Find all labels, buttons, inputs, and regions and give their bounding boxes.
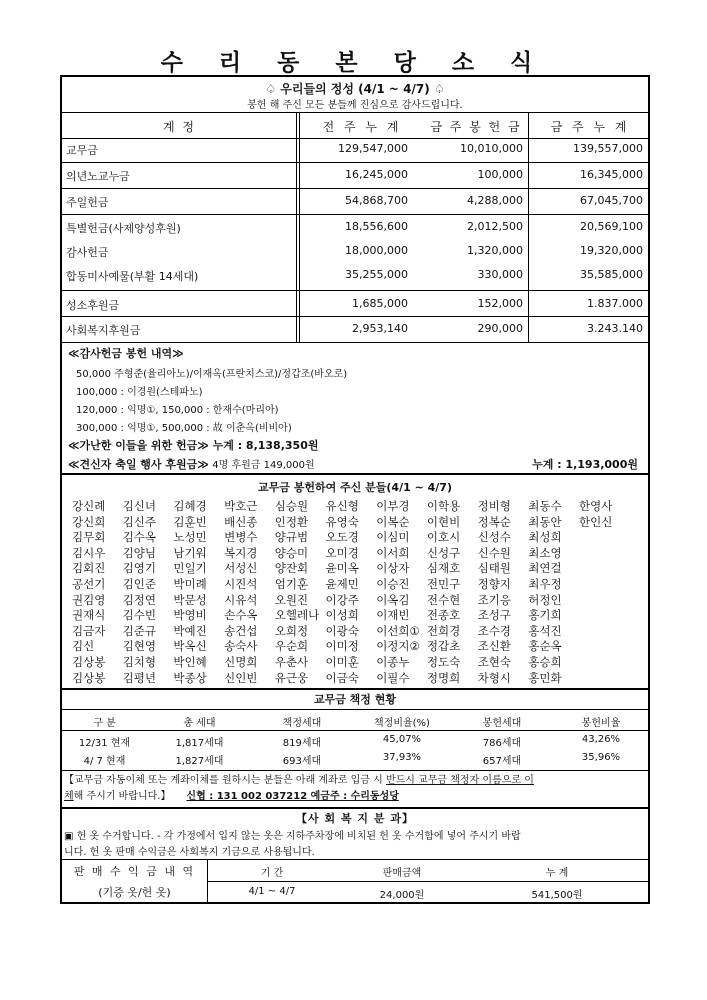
donor-name: 박종상 (173, 670, 207, 685)
offering-heading: ♤ 우리들의 정성 (4/1 ~ 4/7) ♤ (265, 82, 445, 96)
donor-name: 김신 (72, 639, 95, 654)
donor-name: 김준규 (122, 623, 157, 638)
offering-total: 139,557,000 (573, 142, 643, 155)
donor-name: 한영사 (579, 499, 613, 513)
donor-name: 이승진 (376, 577, 410, 591)
offering-label: 성소후원금 (66, 299, 120, 312)
sales-col-amount: 판매금액 (382, 868, 422, 879)
donor-name: 정향지 (477, 577, 511, 591)
thanks-line: 100,000 : 이경원(스테파노) (76, 387, 203, 398)
offering-week: 10,010,000 (460, 142, 523, 155)
donor-name: 서성신 (224, 561, 258, 576)
offering-prev: 2,953,140 (352, 322, 408, 335)
donor-name: 김영기 (122, 561, 157, 576)
donor-name: 이광숙 (325, 623, 359, 638)
offering-week: 1,320,000 (467, 244, 523, 257)
donor-name: 이금숙 (325, 670, 359, 685)
donor-name: 이상자 (376, 561, 410, 576)
offering-label: 감사헌금 (66, 246, 109, 259)
donor-name: 조수경 (477, 623, 511, 638)
donor-name: 박옥신 (173, 639, 207, 654)
donor-name: 전수현 (426, 592, 461, 607)
col-header-account: 계 정 (163, 120, 196, 134)
donor-name: 정갑초 (426, 639, 461, 654)
donor-name: 조기응 (477, 592, 511, 607)
stats-heading: 교무금 책정 현황 (313, 693, 397, 706)
offering-prev: 18,000,000 (345, 244, 408, 257)
donor-name: 조현숙 (477, 655, 511, 669)
offering-label: 특별헌금(사제양성후원) (66, 222, 181, 235)
donor-name: 박문성 (173, 592, 207, 607)
stats-cell: 693세대 (282, 756, 322, 767)
donor-name: 양승미 (274, 545, 309, 560)
donor-name: 홍승희 (528, 655, 562, 669)
welfare-text: ▣ 헌 옷 수거합니다. - 각 가정에서 입지 않는 옷은 지하주차장에 비치된 헌 옷 수거함에 넣어 주시기 바랍 (64, 831, 521, 842)
donor-name: 최연걸 (528, 561, 562, 576)
donor-name: 권재식 (72, 608, 106, 623)
donor-name: 최동수 (528, 499, 562, 513)
donor-name: 한인신 (579, 514, 613, 529)
donor-name: 복지경 (224, 545, 258, 560)
offering-week: 4,288,000 (467, 194, 523, 207)
donor-name: 변병수 (224, 530, 258, 545)
poor-offering: ≪가난한 이들을 위한 헌금≫ 누계 : 8,138,350원 (68, 439, 319, 452)
donor-name: 이심미 (376, 530, 410, 545)
donor-name: 남기워 (173, 545, 207, 560)
donor-name: 최소영 (528, 545, 562, 560)
donor-name: 이선희① (376, 623, 420, 638)
donor-name: 최우정 (528, 577, 562, 591)
offering-week: 152,000 (477, 297, 523, 310)
row-divider (62, 214, 648, 215)
donor-name: 홍순옥 (528, 639, 562, 654)
donor-name: 박예진 (173, 623, 207, 638)
donor-name: 김평년 (122, 670, 157, 685)
donor-name: 이현비 (426, 514, 461, 529)
offering-week: 100,000 (477, 168, 523, 181)
donor-name: 시유석 (224, 592, 258, 607)
stats-col-header: 책정세대 (282, 718, 322, 729)
donor-name: 김인준 (122, 577, 157, 591)
donor-name: 이재빈 (376, 608, 410, 623)
bank-account: 신협 : 131 002 037212 예금주 : 수리동성당 (186, 791, 399, 802)
row-divider (62, 162, 648, 163)
donor-name: 박호근 (224, 499, 258, 513)
stats-cell: 786세대 (482, 738, 522, 749)
offering-label: 주일헌금 (66, 196, 109, 209)
donor-name: 최동안 (528, 514, 562, 529)
donor-name: 조신환 (477, 639, 511, 654)
donor-name: 인정환 (274, 514, 309, 529)
welfare-text: 니다. 헌 옷 판매 수익금은 사회복지 기금으로 사용됩니다. (64, 847, 315, 858)
offering-total: 19,320,000 (580, 244, 643, 257)
stats-cell: 43,26% (581, 734, 621, 745)
sales-col-total: 누 계 (545, 868, 569, 879)
donor-name: 정명희 (426, 670, 461, 685)
donor-name: 심태원 (477, 561, 511, 576)
donor-name: 이강주 (325, 592, 359, 607)
donor-name: 오희정 (274, 623, 309, 638)
sales-total: 541,500원 (531, 890, 583, 901)
donor-name: 이호시 (426, 530, 461, 545)
donor-name: 전민구 (426, 577, 461, 591)
donor-name: 박영비 (173, 608, 207, 623)
donor-name: 배신종 (224, 514, 258, 529)
sales-sublabel: (기증 옷/헌 옷) (98, 886, 171, 899)
donor-name: 이부경 (376, 499, 410, 513)
bulletin-box (60, 75, 650, 904)
donor-name: 이정지② (376, 639, 420, 654)
donor-name: 김상봉 (72, 670, 106, 685)
donor-name: 이미정 (325, 639, 359, 654)
newbie-label: ≪견신자 축일 행사 후원금≫ (68, 458, 209, 471)
col-header-prev: 전 주 누 계 (322, 120, 402, 134)
donor-name: 유신형 (325, 499, 359, 513)
offering-label: 사회복지후원금 (66, 324, 141, 337)
offering-label: 교무금 (66, 144, 98, 157)
stats-cell: 35,96% (581, 752, 621, 763)
offering-prev: 129,547,000 (338, 142, 408, 155)
donor-name: 강신례 (72, 499, 106, 513)
offering-label: 의년노교누금 (66, 170, 130, 183)
donor-name: 김수옥 (122, 530, 157, 545)
stats-col-header: 구 분 (93, 718, 116, 729)
stats-cell: 4/ 7 현재 (83, 756, 126, 767)
offering-week: 290,000 (477, 322, 523, 335)
stats-col-header: 봉헌세대 (482, 718, 522, 729)
donor-name: 유영숙 (325, 514, 359, 529)
offering-total: 67,045,700 (580, 194, 643, 207)
sales-period: 4/1 ~ 4/7 (248, 886, 296, 897)
offering-total: 16,345,000 (580, 168, 643, 181)
donor-name: 차형시 (477, 670, 511, 685)
donor-name: 홍기희 (528, 608, 562, 623)
offering-week: 330,000 (477, 268, 523, 281)
donor-name: 강신희 (72, 514, 106, 529)
stats-cell: 657세대 (482, 756, 522, 767)
welfare-heading: 【사 회 복 지 분 과】 (296, 812, 414, 825)
offering-week: 2,012,500 (467, 220, 523, 233)
donor-name: 전희경 (426, 623, 461, 638)
donor-name: 송숙사 (224, 639, 258, 654)
donor-name: 이필수 (376, 670, 410, 685)
donor-name: 노성민 (173, 530, 207, 545)
sales-label: 판 매 수 익 금 내 역 (73, 865, 196, 878)
stats-cell: 1,817세대 (175, 738, 224, 749)
donor-name: 오헬레나 (274, 608, 320, 623)
offering-total: 3.243.140 (587, 322, 643, 335)
row-divider (62, 290, 648, 291)
donor-name: 이성희 (325, 608, 359, 623)
donor-name: 정비형 (477, 499, 511, 513)
donor-name: 이옥김 (376, 592, 410, 607)
donor-name: 이학용 (426, 499, 461, 513)
donor-name: 김상봉 (72, 655, 106, 669)
donor-name: 김시우 (72, 545, 106, 560)
donor-name: 신성수 (477, 530, 511, 545)
donor-name: 이미훈 (325, 655, 359, 669)
thanks-line: 300,000 : 익명①, 500,000 : 故 이춘옥(비비아) (76, 423, 292, 434)
donor-name: 전종호 (426, 608, 461, 623)
donor-name: 양규범 (274, 530, 309, 545)
donor-name: 윤제민 (325, 577, 359, 591)
stats-cell: 819세대 (282, 738, 322, 749)
donor-name: 공선기 (72, 577, 106, 591)
donor-name: 박미례 (173, 577, 207, 591)
stats-col-header: 책정비율(%) (374, 718, 430, 729)
donor-name: 이복순 (376, 514, 410, 529)
stats-col-header: 총 세대 (183, 718, 216, 729)
sales-col-period: 기 간 (260, 868, 284, 879)
donor-name: 신수원 (477, 545, 511, 560)
donor-name: 양잔회 (274, 561, 309, 576)
donor-name: 윤미옥 (325, 561, 359, 576)
donor-name: 오원진 (274, 592, 309, 607)
donor-name: 김치형 (122, 655, 157, 669)
newbie-detail: 4명 후원금 149,000원 (212, 460, 315, 471)
page-title: 수 리 동 본 당 소 식 (160, 50, 547, 76)
donor-name: 김신주 (122, 514, 157, 529)
row-divider (62, 730, 648, 731)
donor-name: 정도숙 (426, 655, 461, 669)
offering-total: 20,569,100 (580, 220, 643, 233)
thanks-heading: ≪감사헌금 봉헌 내역≫ (68, 347, 184, 360)
offering-prev: 35,255,000 (345, 268, 408, 281)
donor-name: 유근웅 (274, 670, 309, 685)
offering-prev: 16,245,000 (345, 168, 408, 181)
donor-name: 김회진 (72, 561, 106, 576)
donor-name: 김훈빈 (173, 514, 207, 529)
stats-cell: 37,93% (382, 752, 422, 763)
donor-name: 송건섭 (224, 623, 258, 638)
donor-name: 오미경 (325, 545, 359, 560)
row-divider (62, 316, 648, 317)
thanks-line: 50,000 주형준(율리아노)/이재옥(프란치스코)/정갑조(바오로) (76, 369, 348, 380)
donor-name: 시진석 (224, 577, 258, 591)
donor-name: 오도경 (325, 530, 359, 545)
donor-name: 심재호 (426, 561, 461, 576)
donor-name: 김현영 (122, 639, 157, 654)
donor-name: 손수옥 (224, 608, 258, 623)
donor-name: 박인혜 (173, 655, 207, 669)
stats-cell: 45,07% (382, 734, 422, 745)
donor-name: 이종누 (376, 655, 410, 669)
donor-name: 김혜경 (173, 499, 207, 513)
donor-name: 허정인 (528, 592, 562, 607)
donors-heading: 교무금 봉헌하여 주신 분들(4/1 ~ 4/7) (258, 481, 452, 494)
col-header-week: 금 주 봉 헌 금 (430, 120, 522, 134)
donor-name: 심승원 (274, 499, 309, 513)
offering-label: 합동미사예물(부활 14세대) (66, 270, 199, 283)
donor-name: 홍민화 (528, 670, 562, 685)
donor-name: 이서희 (376, 545, 410, 560)
col-header-total: 금 주 누 계 (550, 120, 630, 134)
offering-subheading: 봉헌 해 주신 모든 분들께 진심으로 감사드립니다. (247, 100, 463, 111)
donor-name: 엄기훈 (274, 577, 309, 591)
donor-name: 신인빈 (224, 670, 258, 685)
donor-name: 김양님 (122, 545, 157, 560)
donor-name: 최성희 (528, 530, 562, 545)
stats-cell: 1,827세대 (175, 756, 224, 767)
sales-amount: 24,000원 (379, 890, 425, 901)
donor-name: 김수빈 (122, 608, 157, 623)
offering-total: 1.837.000 (587, 297, 643, 310)
donor-name: 김무회 (72, 530, 106, 545)
stats-cell: 12/31 현재 (78, 738, 131, 749)
stats-notice: 【교무금 자동이체 또는 계좌이체를 원하시는 분들은 아래 계좌로 입금 시 반드시 교무금 책정자 이름으로 이 체해 주시기 바랍니다.】 신협 : 131 002 037212 예금주 : 수리동성당 (64, 775, 534, 802)
row-divider (62, 188, 648, 189)
donor-name: 김정연 (122, 592, 157, 607)
donor-name: 우순희 (274, 639, 309, 654)
stats-col-header: 봉헌비율 (581, 718, 621, 729)
newbie-total: 누계 : 1,193,000원 (532, 458, 638, 471)
row-divider (62, 770, 648, 771)
offering-prev: 54,868,700 (345, 194, 408, 207)
donor-name: 신명희 (224, 655, 258, 669)
thanks-line: 120,000 : 익명①, 150,000 : 한재수(마리아) (76, 405, 279, 416)
donor-name: 홍석진 (528, 623, 562, 638)
donor-name: 민일기 (173, 561, 207, 576)
offering-prev: 1,685,000 (352, 297, 408, 310)
donor-name: 정복순 (477, 514, 511, 529)
donor-name: 권김영 (72, 592, 106, 607)
offering-prev: 18,556,600 (345, 220, 408, 233)
donor-name: 조성구 (477, 608, 511, 623)
donor-name: 김신녀 (122, 499, 157, 513)
donor-name: 신성구 (426, 545, 461, 560)
donor-name: 김금자 (72, 623, 106, 638)
offering-total: 35,585,000 (580, 268, 643, 281)
donor-name: 우춘사 (274, 655, 309, 669)
